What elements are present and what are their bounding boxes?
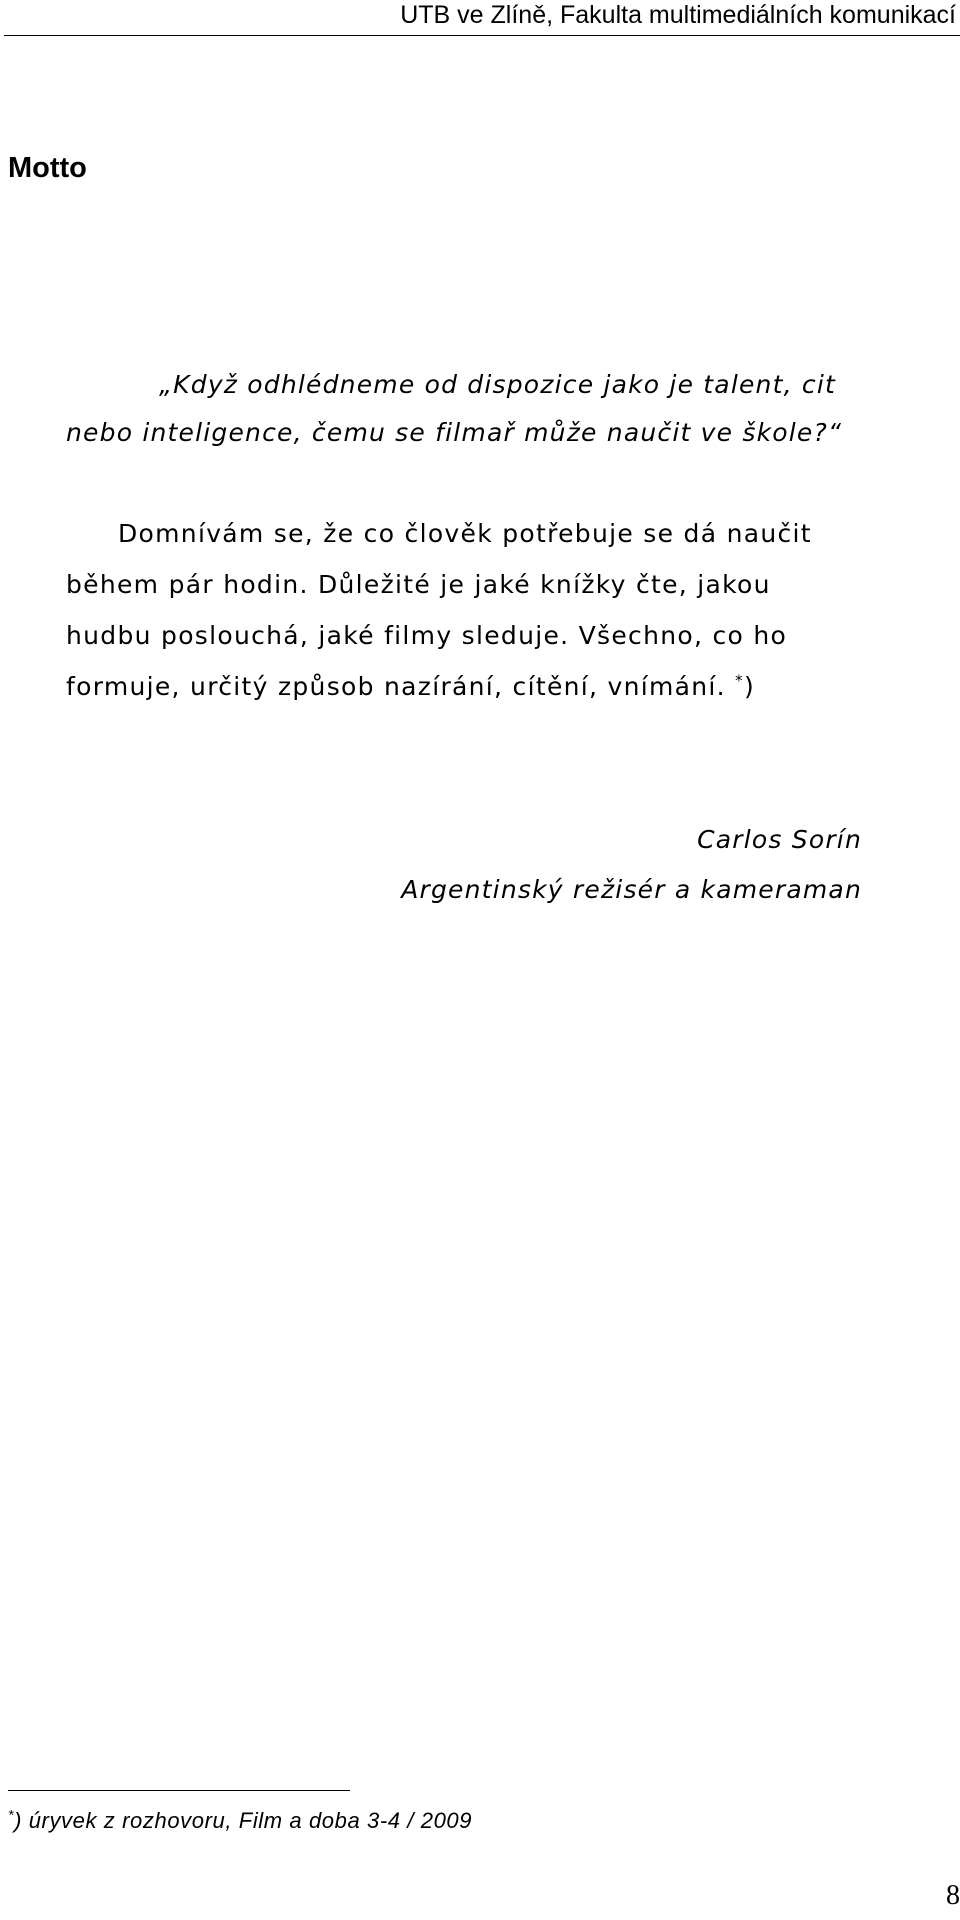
question-line-2: nebo inteligence, čemu se filmař může naučit ve škole?“ (66, 418, 843, 447)
motto-question (66, 361, 886, 457)
answer-line-4 (66, 661, 906, 712)
footnote-rule (8, 1790, 350, 1791)
question-line-1: „Když odhlédneme od dispozice jako je talent, cit (159, 370, 836, 399)
answer-line-1: Domnívám se, že co člověk potřebuje se dá naučit (118, 519, 812, 548)
author-name: Carlos Sorín (697, 825, 862, 854)
footnote-ref-close: ) (743, 672, 756, 701)
section-title: Motto (8, 152, 87, 184)
footnote-ref-mark: * (735, 671, 744, 690)
page-number: 8 (946, 1880, 960, 1911)
answer-line-3: hudbu poslouchá, jaké filmy sleduje. Všechno, co ho (66, 621, 788, 650)
footnote-text: ) úryvek z rozhovoru, Film a doba 3-4 / 2009 (14, 1808, 473, 1833)
running-header: UTB ve Zlíně, Fakulta multimediálních komunikací (400, 1, 956, 29)
author-role: Argentinský režisér a kameraman (401, 875, 862, 904)
header-rule (4, 35, 960, 36)
answer-line-2: během pár hodin. Důležité je jaké knížky čte, jakou (66, 570, 771, 599)
answer-line-4-text: formuje, určitý způsob nazírání, cítění, vnímání. (66, 672, 736, 701)
motto-answer (66, 508, 906, 712)
footnote-mark: * (8, 1806, 15, 1823)
footnote (8, 1806, 472, 1836)
quote-attribution (300, 815, 862, 915)
